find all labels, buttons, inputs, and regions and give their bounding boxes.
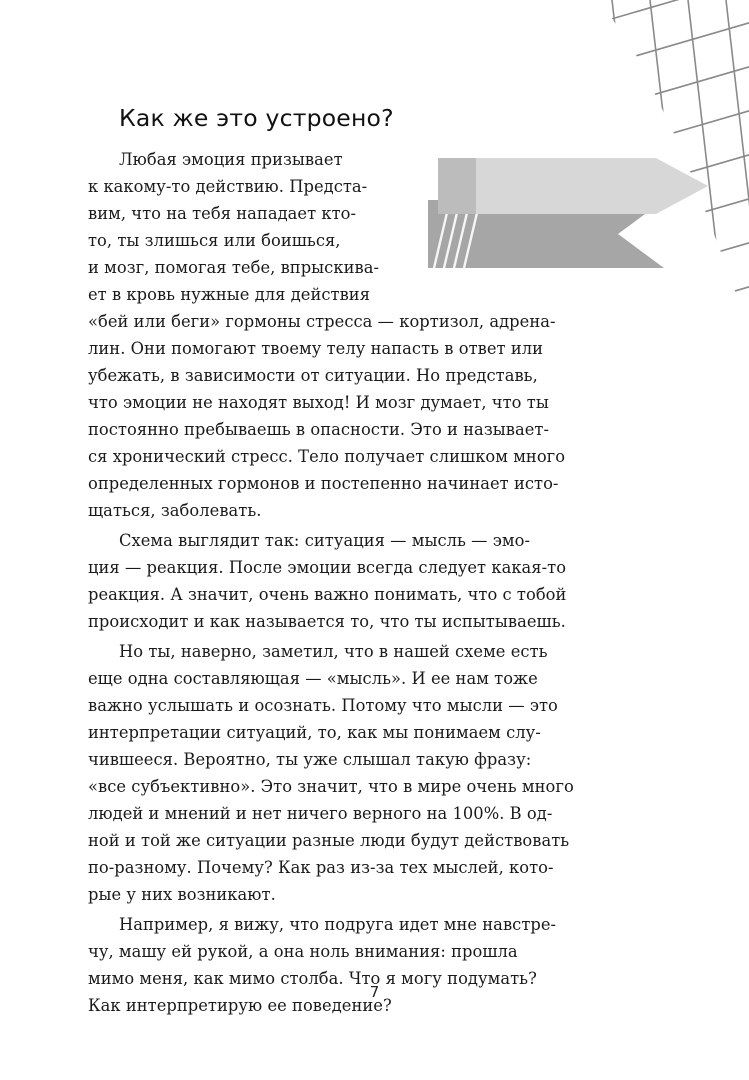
text-line: по-разному. Почему? Как раз из-за тех мыслей, кото- <box>88 858 554 877</box>
text-line: Как интерпретирую ее поведение? <box>88 996 392 1015</box>
text-line: Любая эмоция призывает <box>119 150 343 169</box>
text-line: и мозг, помогая тебе, впрыскива- <box>88 258 380 277</box>
text-line: «все субъективно». Это значит, что в мире очень много <box>88 777 574 796</box>
text-line: Но ты, наверно, заметил, что в нашей схеме есть <box>119 642 548 661</box>
text-line: чившееся. Вероятно, ты уже слышал такую фразу: <box>88 750 532 769</box>
text-line: реакция. А значит, очень важно понимать, что с тобой <box>88 585 567 604</box>
section-heading: Как же это устроено? <box>119 104 394 132</box>
text-line: определенных гормонов и постепенно начинает исто- <box>88 474 559 493</box>
text-line: «бей или беги» гормоны стресса — кортизол, адрена- <box>88 312 556 331</box>
text-line: Например, я вижу, что подруга идет мне навстре- <box>119 915 557 934</box>
text-line: интерпретации ситуаций, то, как мы понимаем слу- <box>88 723 541 742</box>
text-line: щаться, заболевать. <box>88 501 262 520</box>
text-line: рые у них возникают. <box>88 885 276 904</box>
text-line: ция — реакция. После эмоции всегда следует какая-то <box>88 558 567 577</box>
text-line: к какому-то действию. Предста- <box>88 177 368 196</box>
text-line: людей и мнений и нет ничего верного на 100%. В од- <box>88 804 553 823</box>
text-line: вим, что на тебя нападает кто- <box>88 204 357 223</box>
text-line: чу, машу ей рукой, а она ноль внимания: прошла <box>88 942 518 961</box>
text-line: ной и той же ситуации разные люди будут действовать <box>88 831 570 850</box>
text-line: то, ты злишься или боишься, <box>88 231 341 250</box>
text-line: происходит и как называется то, что ты испытываешь. <box>88 612 566 631</box>
text-line: еще одна составляющая — «мысль». И ее нам тоже <box>88 669 538 688</box>
text-line: ся хронический стресс. Тело получает слишком много <box>88 447 566 466</box>
text-line: убежать, в зависимости от ситуации. Но представь, <box>88 366 538 385</box>
text-line: что эмоции не находят выход! И мозг думает, что ты <box>88 393 549 412</box>
text-line: ет в кровь нужные для действия <box>88 285 371 304</box>
text-line: мимо меня, как мимо столба. Что я могу подумать? <box>88 969 537 988</box>
page-number: 7 <box>369 983 380 1001</box>
text-line: лин. Они помогают твоему телу напасть в ответ или <box>88 339 544 358</box>
text-line: важно услышать и осознать. Потому что мысли — это <box>88 696 558 715</box>
text-line: постоянно пребываешь в опасности. Это и называет- <box>88 420 550 439</box>
text-line: Схема выглядит так: ситуация — мысль — эмо- <box>119 531 531 550</box>
ribbon-banner-icon <box>428 152 714 272</box>
